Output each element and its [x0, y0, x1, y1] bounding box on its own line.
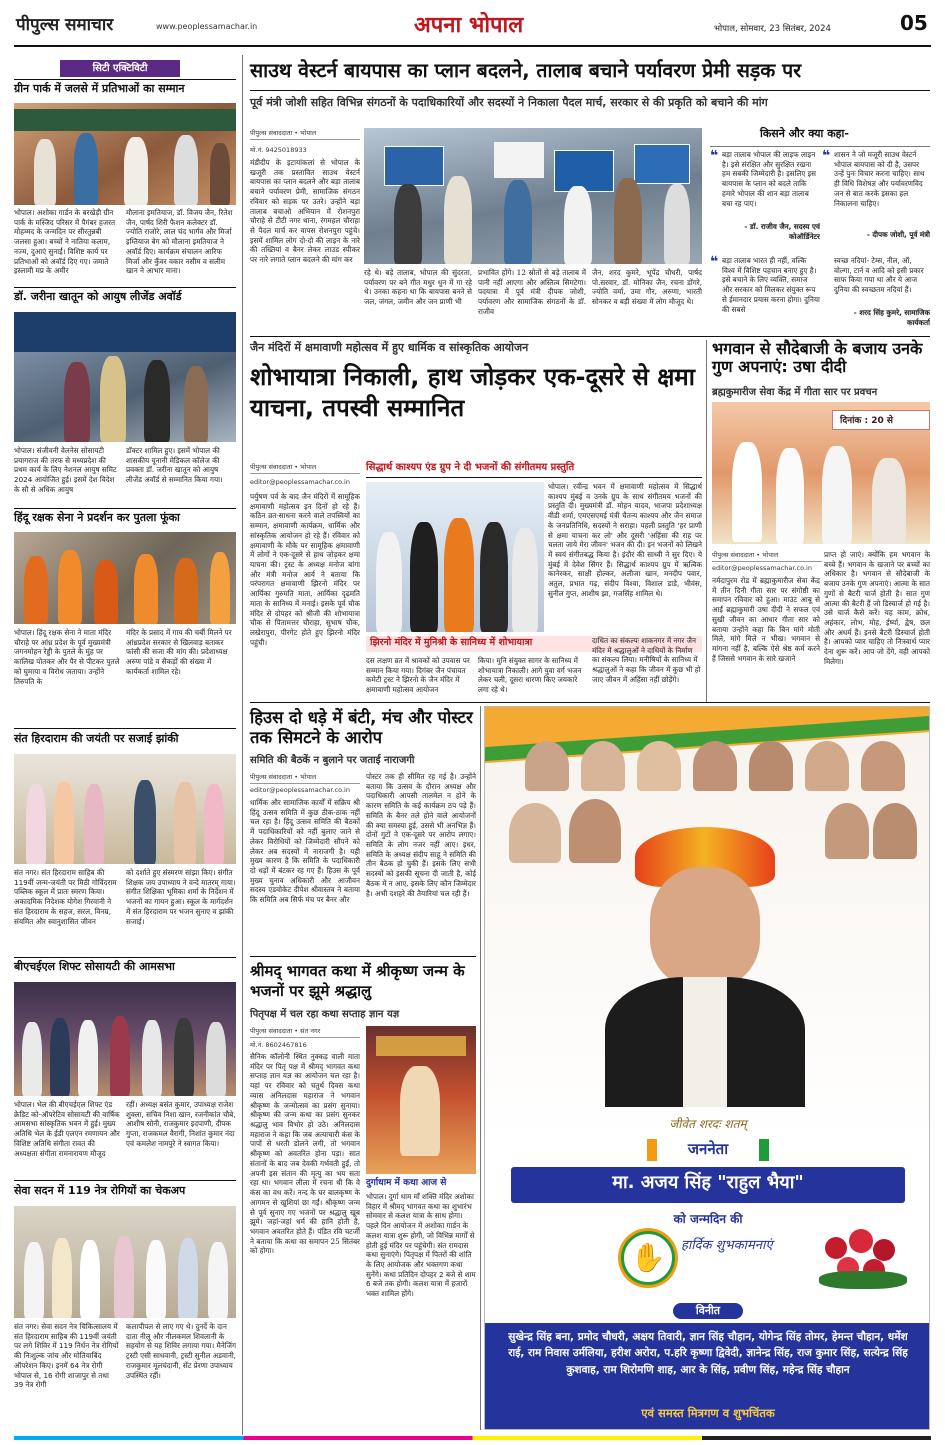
event-photo	[14, 754, 236, 864]
ad-line1: को जन्मदिन की	[673, 1212, 743, 1226]
article-headline[interactable]: डॉ. जरीना खातून को आयुष लीजेंड अवॉर्ड	[14, 290, 182, 303]
article-text: किया। मुनि संयुक्त सागर के सानिध्य में शोभायात्रा निकाली। आगे युवा वर्ग भजन लेकर चली, दूसरा धारणा किए जयकारे लगा रहे थे।	[478, 656, 582, 695]
article-text: भोपाल। संजीवनी वेलनेस सोसायटी प्रयागराज की तरफ से मध्यप्रदेश की प्रथम कार्य के लिए नेशनल आयुष समिट 2024 आयोजित हुई। इसमें देश विदेश के सौ से अधिक आयुष	[14, 446, 117, 494]
flower-bouquet-icon	[815, 1227, 911, 1295]
leader-portrait	[825, 803, 869, 859]
byline: पीपुल्स संवाददाता • संत नगर	[250, 1026, 360, 1038]
quote-mark-icon: ❝	[710, 148, 719, 164]
stage-banner-text: दिनांक : 20 से	[840, 416, 893, 426]
city-activity-tag: सिटी एक्टिविटी	[60, 60, 180, 77]
bk-photo	[712, 402, 930, 544]
katha-photo	[366, 1026, 476, 1174]
column-separator	[480, 706, 481, 1430]
award-photo	[14, 312, 236, 442]
quote-text: शासन ने जो मजूरी साउथ वेस्टर्न भोपाल बायपास को दी है, उसपर उन्हें पुनः विचार करना चाहिए। साथ ही विधि विशेषज्ञ और पर्यावरणविद जन से बात करके इसका हल निकालना चाहिए।	[834, 150, 925, 208]
leader-portrait	[805, 741, 849, 791]
editor-email: editor@peoplessamachar.co.in	[250, 478, 350, 486]
hius-headline[interactable]: हिउस दो धड़े में बंटी, मंच और पोस्टर तक सिमटने के आरोप	[250, 708, 473, 747]
ad-vinit: विनीत	[673, 1303, 743, 1319]
article-text: भोपाल। अशोका गार्डन के बरखेड़ी ग्रीन पार्क के मस्जिद परिसर में पैगंबर हजरत मोहम्मद के जन्मदिन पर सीरतुन्नबी जलसा हुआ। बच्चों ने नातिया कलाम, नज्म, दुआएं सुनाईं। विशिष्ट कार्य पर प्रतिभाओं को अवॉर्ड दिए गए। जमाते इस्लामी मप्र के अमीर	[14, 208, 116, 276]
article-text: रहीं। अध्यक्ष बसंत कुमार, उपाध्यक्ष राजेश शुक्ला, सचिव निशा खान, रजनीकांत चौबे, आशीष सोनी, राजकुमार इदपाणी, दीपक गुप्ता, राजकमल वैरागी, निशांत कुमार नंदा एवं कमलेश नामपुरे ने स्वागत किया।	[126, 1100, 236, 1148]
award-photo	[14, 103, 236, 205]
article-headline[interactable]: संत हिरदाराम की जयंती पर सजाई झांकी	[14, 732, 179, 745]
main-subhead: पूर्व मंत्री जोशी सहित विभिन्न संगठनों के पदाधिकारियों और सदस्यों ने निकाला पैदल मार्च, सरकार से की प्रकृति को बचाने की मांग	[250, 96, 768, 109]
website-url[interactable]: www.peoplessamachar.in	[156, 22, 258, 31]
quote-mark-icon: ❝	[710, 254, 719, 270]
main-headline[interactable]: साउथ वेस्टर्न बायपास का प्लान बदलने, तालाब बचाने पर्यावरण प्रेमी सड़क पर	[250, 59, 802, 82]
article-text: रहे थे। बड़े तालाब, भोपाल की सुंदरता, पर्यावरण पर बने गीत मधुर धुन में गा रहे थे। उनका कहना था कि बायपास बनने से जल, जंगल, जमीन और जन प्राणी भी	[364, 268, 472, 307]
article-text: को दर्शाते हुए संस्मरण सांझा किए। संगीत शिक्षक जय उपाध्याय ने वन्दे मातरम् गाया। संगीत शिक्षिका भूमिका शर्मा के निर्देशन में भजनों का गायन हुआ। स्कूल के मार्गदर्शन में संत हिरदाराम पर भजन सुनाए व झांकी सजाई।	[126, 868, 236, 926]
leader-portrait	[509, 803, 561, 863]
article-text: मंदिर के प्रसाद में गाय की चर्बी मिलने पर आंध्रप्रदेश सरकार से खिलवाड़ बताकर फांसी की सजा की मांग की। प्रदेशाध्यक्ष अरुण पांडे व सैकड़ों की संख्या में कार्यकर्ता शामिल रहे।	[126, 628, 232, 676]
divider	[366, 477, 702, 478]
registration-bar	[14, 1436, 931, 1440]
march-photo	[364, 128, 702, 264]
left-rule-top	[14, 79, 236, 80]
article-headline[interactable]: बीएचईएल शिफ्ट सोसायटी की आमसभा	[14, 960, 175, 973]
article-text: भोपाल। हिंदू रक्षक सेना ने माता मंदिर चौराहे पर आंध्र प्रदेश के पूर्व मुख्यमंत्री जगनमोहन रेड्डी के पुतले के मुंह पर कालिख पोतकर और पैर से पीटकर पुतले को घुमाया व विरोध जताया। उन्होंने तिरुपति के	[14, 628, 120, 686]
dateline: भोपाल, सोमवार, 23 सितंबर, 2024	[714, 24, 831, 34]
article-text: भोपाल। भेल की बीएचईएल शिफ्ट एंड क्रेडिट को-ऑपरेटिव सोसायटी की वार्षिक आमसभा सांस्कृतिक भवन में हुई। मुख्य अतिथि भेल के ईडी एलएन रमणायन और विशिष्ट अतिथि संगीता रावत की अध्यक्षता संगीता रामनारायण मौजूद	[14, 1100, 120, 1158]
quote-text: बड़ा तालाब भोपाल की लाइफ लाइन है। इसे संरक्षित और सुरक्षित रखना हम सबकी जिम्मेदारी है। इसलिए इस बायपास के प्लान को बदले ताकि हमारे भोपाल की शान बड़ा तालाब बचा रह पाए।	[722, 150, 817, 208]
column-separator	[706, 340, 707, 702]
ad-footer: एवं समस्त मित्रगण व शुभचिंतक	[641, 1406, 775, 1420]
hand-symbol-icon: ✋	[621, 1231, 675, 1285]
ad-ribbon: जननेता	[687, 1140, 729, 1158]
editor-email: editor@peoplessamachar.co.in	[712, 564, 812, 572]
article-text: प्राप्त हो जाएं। क्योंकि हम भगवान के बच्चे हैं। भगवान के खजाने पर बच्चों का अधिकार है। भगवान से सौदेबाजी के बजाय उनके गुण अपनाएं। आत्मा के सात गुणों से बैटरी चार्ज होती है। सात गुण आत्मा की बैटरी हैं जो डिस्चार्ज हो गई है। उसे चार्ज कैसे करें। यह काम, क्रोध, अहंकार, लोभ, मोह, ईर्ष्या, द्वेष, छल और अधर्म हैं। इनसे बैटरी डिस्चार्ज होती है। आपको प्यार चाहिए तो निःस्वार्थ प्यार देना शुरू करें। आप जो देंगे, वही आपको मिलेगा।	[824, 550, 930, 666]
byline: पीपुल्स संवाददाता • भोपाल	[250, 772, 360, 784]
jain-kicker: जैन मंदिरों में क्षमावाणी महोत्सव में हुए धार्मिक व सांस्कृतिक आयोजन	[250, 341, 529, 354]
article-text: धार्मिक और सामाजिक कार्यों में सक्रिय श्री हिंदू उत्सव समिति में कुछ ठीक-ठाक नहीं चल रहा है। हिंदू उत्सव समिति की बैठकों में पदाधिकारियों को नहीं बुलाए जाने से लेकर विरोधियों को जिम्मेदारी सौंपने को लेकर अब सदस्यों में नाराजगी है। यही मुख्य कारण है कि समिति के पदाधिकारी दो धड़ों में बंटकर रह गए हैं। हिउस के पूर्व मुख्य चुनाव अधिकारी और आजीवन सदस्य एडवोकेट दीपेश श्रीवास्तव ने बताया कि समिति अब सिर्फ मंच पर बैनर और	[250, 798, 360, 905]
ad-line2: हार्दिक शुभकामनाएं	[681, 1238, 773, 1253]
leader-portrait	[525, 741, 569, 791]
meeting-photo	[14, 982, 236, 1096]
divider	[250, 336, 930, 337]
photo-caption: दुर्गाधाम में कथा आज से	[366, 1178, 447, 1188]
divider	[250, 702, 930, 703]
quotes-title: किसने और क्या कहा-	[760, 127, 849, 140]
divider	[250, 90, 930, 91]
divider	[14, 508, 236, 509]
article-headline[interactable]: ग्रीन पार्क में जलसे में प्रतिभाओं का सम्मान	[14, 82, 185, 95]
ad-motto: जीवेत शरदः शतम्	[669, 1117, 747, 1131]
byline: पीपुल्स संवाददाता • भोपाल	[250, 128, 360, 140]
reporter-mobile: मो.नं. 8602467816	[250, 1041, 307, 1049]
section-title: अपना भोपाल	[414, 13, 524, 38]
article-text: संत नगर। सेवा सदन नेत्र चिकित्सालय में संत हिरदाराम साहिब की 119वीं जयंती पर लगे शिविर में 119 निर्धन नेत्र रोगियों की निःशुल्क जांच और मोतियाबिंद ऑपरेशन किए। इनमें 64 नेत्र रोगी भोपाल से, 16 रोगी शाजापुर से तथा 39 नेत्र रोगी	[14, 1322, 119, 1390]
jain-headline[interactable]: शोभायात्रा निकाली, हाथ जोड़कर एक-दूसरे से क्षमा याचना, तपस्वी सम्मानित	[250, 363, 696, 423]
birthday-ad[interactable]	[484, 706, 930, 1430]
page-number: 05	[900, 11, 928, 35]
article-headline[interactable]: हिंदू रक्षक सेना ने प्रदर्शन कर पुतला फूंका	[14, 511, 180, 524]
article-text: दस लक्षण व्रत में श्रावकों को उपवास पर सम्मान किया गया। दिगंबर जैन पंचायत कमेटी ट्रस्ट ने झिरनो के जैन मंदिर में क्षमावाणी महोत्सव आयोजन	[366, 656, 470, 695]
byline: पीपुल्स संवाददाता • भोपाल	[250, 462, 360, 474]
leader-portrait	[873, 803, 917, 859]
bhagwat-headline[interactable]: श्रीमद् भागवत कथा में श्रीकृष्ण जन्म के भजनों पर झूमे श्रद्धालु	[250, 962, 465, 1000]
editor-email: editor@peoplessamachar.co.in	[250, 786, 350, 794]
article-text: भोपाल। दुर्गा धाम माँ शक्ति मंदिर अशोका विहार में श्रीमद् भागवत कथा का शुभारंभ सोमवार से कलश यात्रा के साथ होगा। पहले दिन आयोजन में अशोका गार्डन के कलश यात्रा शुरू होगी, जो विभिन्न मार्गों से होती हुई मंदिर पर पहुंचेगी। संत रामदास कथा सुनाएंगे। पितृपक्ष में पितरों की शांति के लिए आयोजक और भक्तगण कथा सुनेंगे। कथा प्रतिदिन दोपहर 2 बजे से शाम 6 बजे तक होगी। कलश यात्रा में हजारों भक्त शामिल होंगे।	[366, 1192, 476, 1299]
quote-mark-icon: ❝	[822, 148, 831, 164]
divider	[14, 287, 236, 288]
protest-photo	[14, 532, 236, 624]
leader-portrait	[693, 741, 737, 791]
divider	[14, 728, 236, 729]
divider	[250, 956, 476, 957]
article-text: भोपाल। रवीन्द्र भवन में क्षमावाणी महोत्सव में सिद्धार्थ काश्यप मुंबई व उनके ग्रुप के साथ संगीतमय भजनों की प्रस्तुति दी। मुख्यमंत्री डॉ. मोहन यादव, भाजपा प्रदेशाध्यक्ष वीडी शर्मा, एमएसएमई मंत्री चैतन्य काश्यप और जैन समाज के जनप्रतिनिधि, सदस्यों ने सराहा। पहली प्रस्तुति 'हर प्राणी से क्षमा याचना कर लो' और दूसरी 'अहिंसा की राह पर चलता जाये मेरा जीवन' भजन की दी। इन भजनों को लिखने में स्वयं संगीतबद्ध किया है। इंदौर की साध्वी ने सुर दिए। ये मुंबई में देवेश सिंगर हैं। सिद्धार्थ काश्यप ग्रुप में ऋत्विक कानेरकर, साक्षी होल्कर, अलीजा खान, मनदीप पवार, अतुल, प्रभात गढ़, संदीप विश्वा, विशाल डाडे, भीवंस, सुनील गुप्त, आशीष झा, गजसिंह शामिल थे।	[548, 482, 702, 598]
article-text: जैन, शरद कुमरे, भूपेंद्र चौधरी, पार्षद पो.सरवार, डॉ. मोनिका जैन, रचना डोंगरे, ज्योति वर्मा, उमा गौर, अरुणा, भारती सोनकर व बड़ी संख्या में लोग मौजूद थे।	[592, 268, 702, 307]
quote-author: - शरद सिंह कुमरे, सामाजिक कार्यकर्ता	[853, 308, 930, 327]
bhagwat-subhead: पितृपक्ष में चल रहा कथा सप्ताह ज्ञान यज्ञ	[250, 1009, 400, 1020]
article-text: सैनिक कॉलोनी स्थित नुक्कड़ वाली माता मंदिर पर पितृ पक्ष में श्रीमद् भागवत कथा सप्ताह ज्ञान यज्ञ का आयोजन चल रहा है। यहां पर रविवार को चतुर्थ दिवस कथा व्यास अनिलदास महाराज ने भगवान श्रीकृष्ण के जन्मोत्सव का प्रसंग सुनाया। श्रीकृष्ण की जन्म कथा का प्रसंग सुनकर श्रद्धालु भाव विभोर हो उठे। अनिलदास महाराज ने कहा कि जब अत्याचारी कंस के पापों से धरती डोलने लगी, तो भगवान श्रीकृष्ण को अवतरित होना पड़ा। सात संतानों के बाद जब देवकी गर्भवती हुईं, तो अपनी इस संतान की मृत्यु का भय सता रहा था। भगवान लीला में रचना थी कि वे कंस का वध करें। नन्द के घर बालकृष्ण के आगमन से खुशियां छा गईं। श्रीकृष्ण जन्म से पूर्व सुनाए गए भजनों पर श्रद्धालु खूब झूमे। जहां-जहां धर्म की हानि होती है, भगवान अवतरित होते हैं। पंडित रवि चटर्जी ने बताया कि कथा का समापन 25 सितंबर को होगा।	[250, 1052, 360, 1256]
quote-author: - डॉ. राजीव जैन, सदस्य एवं कोऑर्डिनेटर	[744, 222, 820, 241]
ad-name[interactable]: मा. अजय सिंह "राहुल भैया"	[612, 1172, 804, 1193]
divider	[14, 957, 236, 958]
eye-camp-photo	[14, 1206, 236, 1318]
column-separator	[242, 55, 243, 1435]
jain-subhead: सिद्धार्थ काश्यप एंड ग्रुप ने दी भजनों की संगीतमय प्रस्तुति	[366, 462, 575, 473]
quote-author: - दीपक जोशी, पूर्व मंत्री	[866, 230, 930, 239]
newspaper-logo[interactable]: पीपुल्स समाचार	[16, 15, 114, 35]
article-text: मौलाना इमतियाज, डॉ. विजय जैन, रितेश जैन, पार्षद शिरी फैशन कलेक्टर डॉ. ज्योति राजोरे, लाल चंद भार्गव और मिर्जा इम्तियाज बेग को मौलाना इमतियाज ने अवॉर्ड दिए। कार्यक्रम संचालन आरिफ मिर्जा और कुँवर वकार नसीम व सलीम खान ने आभार माना।	[126, 208, 233, 276]
quote-text: बड़ा तालाब भारत ही नहीं, वल्कि विश्व में विशिष्ट पहचान बनाए हुए है। इसे बचाने के लिए व्यक्ति, समाज और सरकार को मिलकर संयुक्त रूप से ईमानदार प्रयास करना होगा। दुनिया की सबसे	[722, 256, 820, 314]
article-text: संत नगर। संत हिरदाराम साहिब की 119वीं जन्म-जयंती पर मिठी गोविंदराम पब्लिक स्कूल में प्रातः स्मरण किया। अकादमिक निदेशक योगेश गिरवानी ने संत हिरदाराम के सहज, सरल, विनम्र, संयमित और स्वानुशासित जीवन	[14, 868, 117, 926]
article-text: प्रभावित होंगे। 12 स्रोतों से बड़े तालाब में पानी नहीं आएगा और अस्तित्व सिमटेगा। पदयात्रा में पूर्व मंत्री दीपक जोशी, पर्यावरण और सामाजिक संगठनों के डॉ. राजीव	[478, 268, 586, 316]
masthead-rule	[14, 45, 931, 47]
article-text: मंडीदीप के इटायांकलां से भोपाल के खजूरी तक प्रस्तावित साउथ वेस्टर्न बायपास का प्लान बदलने और बड़ा तालाब बचाने पर्यावरण प्रेमी, सामाजिक संगठन रविवार को सड़क पर उतरे। उन्होंने बड़ा तालाब बचाओ अभियान में रोशनपुरा चौराहे से टीटी नगर थाना, रंगमहल चौराहा से पैदल मार्च कर वापस रोशनपुरा पहुंचे। इसमें शामिल लोग दो-दो की लाइन के नारे की तख्तियां व बैनर लेकर लाउड स्पीकर पर नारे लगाते प्लान बदलने की मांग कर	[250, 158, 360, 265]
article-text: नर्मदापुरम रोड में ब्रह्माकुमारीज सेवा केंद्र में तीन दिनी गीता सार पर संगोष्ठी का समापन रविवार को हुआ। माउंट आबू से आईं ब्रह्माकुमारी उषा दीदी ने सफल एवं सुखी जीवन का आधार गीता सार को बताया उन्होंने कहा कि बिन मांगे मोती मिले, मांगे मिले न भीख। भगवान से मांगना नहीं है, बल्कि ऐसे श्रेष्ठ कर्म करने हैं जिससे भगवान के सारे खजाने	[712, 576, 820, 663]
divider	[14, 1180, 236, 1181]
quote-text: स्वच्छ नदियां- टेम्स, नील, ऑ, वोल्गा, टार्न व आदि को इसी प्रकार साफ किया गया था और ये आज दुनिया की स्वच्छतम नदियां हैं।	[834, 256, 924, 295]
article-text: पर्युषण पर्व के बाद जैन मंदिरों में सामूहिक क्षमावाणी महोत्सव इन दिनों हो रहे हैं। कठिन व्रत-साधना करने वाले तपस्वियों का सम्मान, क्षमावाणी कार्यक्रम, धार्मिक और सांस्कृतिक आयोजन हो रहे हैं। रविवार को क्षमावाणी के मौके पर सामूहिक क्षमावाणी में लोगों ने एक-दूसरे से हाथ जोड़कर क्षमा याचना की। ट्रस्ट के अध्यक्ष मनोज बांगा और मंत्री मनोज आर्य ने बताया कि परंपरागत क्षमावाणी झिरनो मंदिर पर आर्यिका गुरुमति माता, आर्यिका दृढ़मति माता के सानिध्य में मनाई। इसके पूर्व चौक मंदिर से दोपहर को श्रीजी की शोभायात्रा चौक से पितामत्तर चौराहा, सुभाष चौक, लखेरापुरा, पीरगेट होते हुए झिरनो मंदिर पहुंची।	[250, 492, 360, 647]
byline: पीपुल्स संवाददाता • भोपाल	[712, 550, 822, 562]
article-text: कलापीपल से लाए गए थे। दुनर्दे के दान दाता नीलू और नीलकमल शिवलानी के सहयोग से यह शिविर लगाया गया। मैनेजिंग ट्रस्टी एसी साधवानी, ट्रस्टी सुनील अडवानी, राजकुमार मूलचंदानी, सेंट प्रेरणा उपाध्याय उपस्थित रहीं।	[126, 1322, 236, 1380]
article-headline[interactable]: सेवा सदन में 119 नेत्र रोगियों का चेकअप	[14, 1184, 186, 1197]
hius-subhead: समिति की बैठकें न बुलाने पर जताई नाराजगी	[250, 755, 415, 766]
cm-group-photo	[366, 482, 544, 632]
main-portrait	[595, 827, 815, 1107]
leader-portrait	[749, 741, 793, 791]
reporter-mobile: मो.नं. 9425018933	[250, 146, 307, 154]
leader-portrait	[581, 741, 625, 791]
article-text: दाधित का संकल्पः शाकनगर में नगर जैन मंदिर में श्रद्धालुओं ने दाधियों के निर्माण का संकल्प लिया। मनीषियों के सानिध्य में श्रद्धालुओं ने कहा कि जीवन में कुछ भी हो जाए जीवन में अहिंसा नहीं छोड़ेंगे।	[592, 636, 701, 684]
article-text: पोस्टर तक ही सीमित रह गई है। उन्होंने बताया कि उत्सव के दौरान अध्यक्ष और पदाधिकारी आपसी तालमेल न होने के कारण समिति के कई कार्यक्रम ठप पड़े हैं। समिति के बैनर तले होने वाले आयोजनों की क्या समस्या हुई, उससे भी अनभिज्ञ हैं। दोनों गुटों ने एक-दूसरे पर आरोप लगाए। समिति के लोग नजर नहीं आए। इधर, समिति के अध्यक्ष संदीप साहू ने समिति की तीन बैठक हो चुकी हैं। इसके लिए सभी सदस्यों को इसकी सूचना दी जाती है, कोई बैठक में न आए, इसके लिए कौन जिम्मेदार है। अभी दशहरे की तैयारियां चल रही हैं।	[366, 772, 476, 898]
bk-subhead: ब्रह्मकुमारीज सेवा केंद्र में गीता सार पर प्रवचन	[712, 387, 878, 398]
leader-portrait	[637, 741, 681, 791]
ad-names: सुखेन्द्र सिंह बना, प्रमोद चौधरी, अक्षय तिवारी, ज्ञान सिंह चौहान, योगेन्द्र सिंह तोमर, हेमन्त चौहान, धर्मेश राई, राम निवास उर्मलिया, हरीश अरोरा, प.हरि कृष्णा द्विवेदी, ज्ञानेन्द्र सिंह, राज कुमार सिंह, सत्येन्द्र सिंह कुशवाह, राम शिरोमणि शाह, आर के सिंह, प्रवीण सिंह, महेन्द्र सिंह चौहान	[508, 1331, 908, 1376]
jain-subhead: झिरनो मंदिर में मुनिश्री के सानिध्य में शोभायात्रा	[370, 637, 533, 648]
bk-headline[interactable]: भगवान से सौदेबाजी के बजाय उनके गुण अपनाएं: उषा दीदी	[712, 339, 923, 377]
article-text: डॉक्टर शामिल हुए। इसमें भोपाल की शासकीय यूनानी मेडिकल कॉलेज की प्रवक्ता डॉ. जरीना खातून को आयुष लीजेंड अवॉर्ड से सम्मानित किया गया।	[126, 446, 223, 485]
leader-portrait	[861, 741, 905, 791]
